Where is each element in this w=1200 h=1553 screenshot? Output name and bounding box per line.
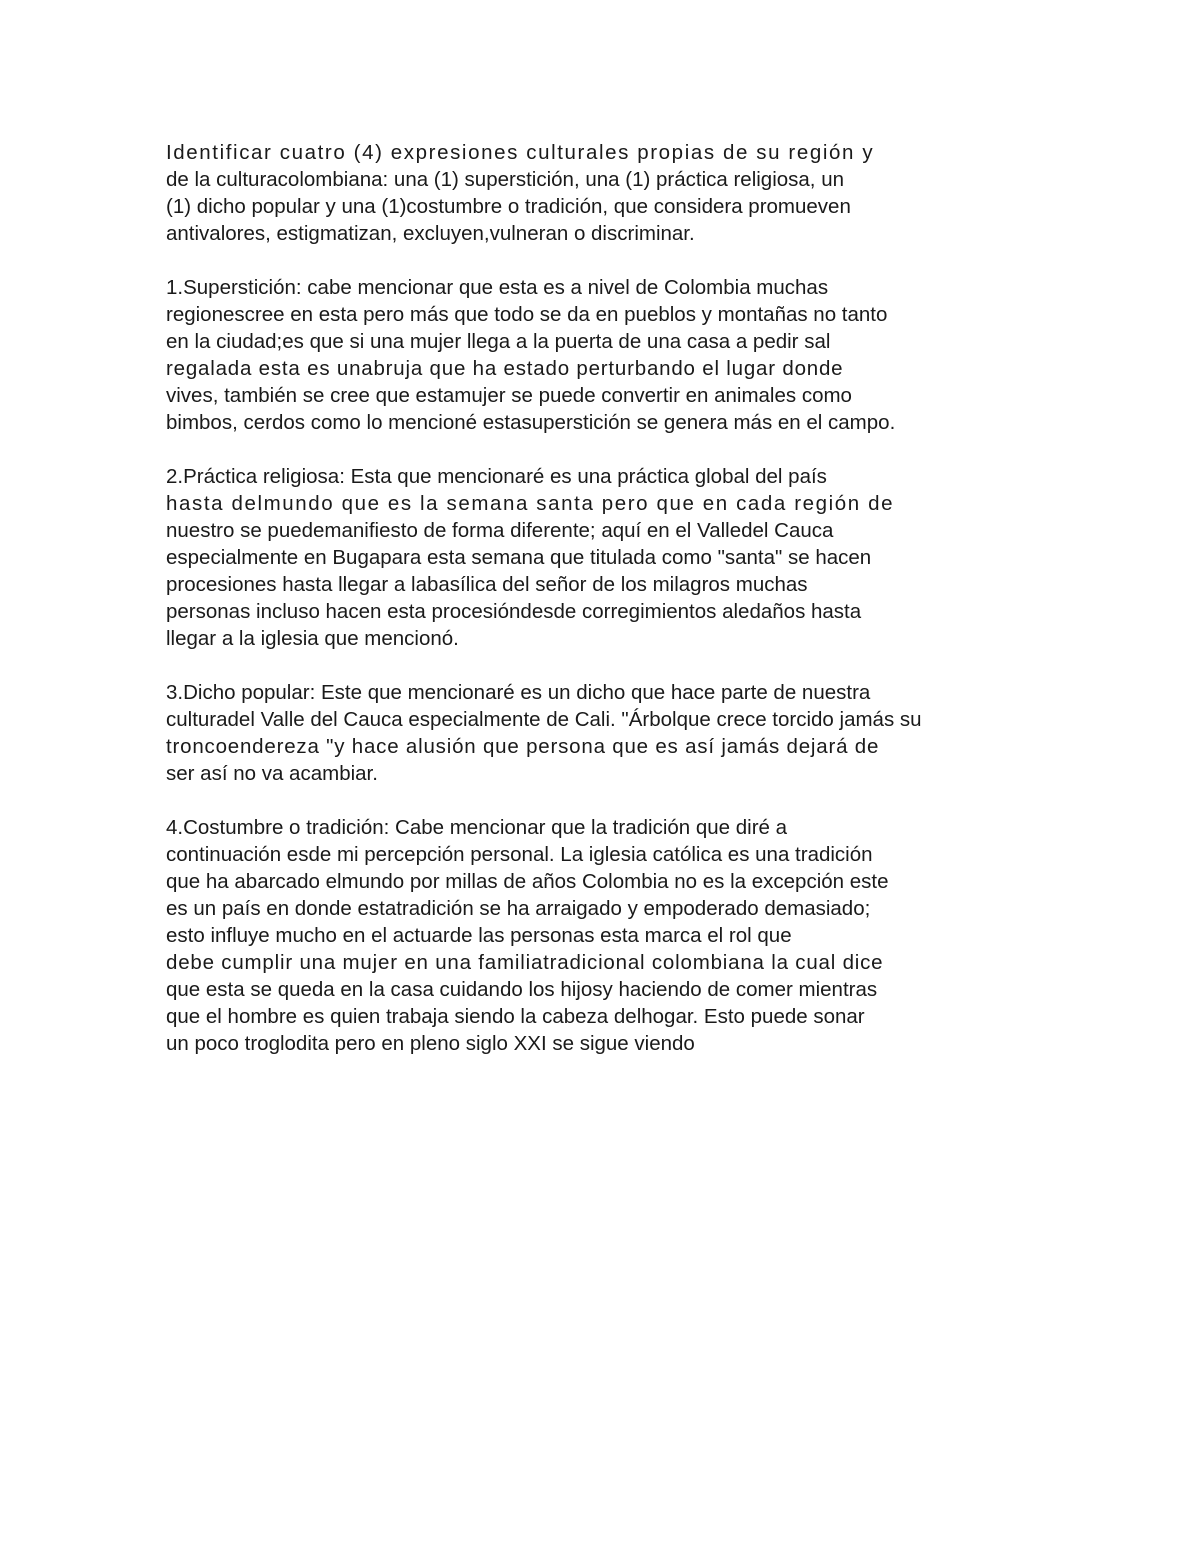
text-line: antivalores, estigmatizan, excluyen,vulneran o discriminar. xyxy=(166,222,695,245)
text-line: 1.Superstición: cabe mencionar que esta es a nivel de Colombia muchas xyxy=(166,276,829,299)
text-line: es un país en donde estatradición se ha arraigado y empoderado demasiado; xyxy=(166,897,871,920)
text-line: hasta delmundo que es la semana santa pero que en cada región de xyxy=(166,492,895,515)
text-line: que ha abarcado elmundo por millas de años Colombia no es la excepción este xyxy=(166,870,889,893)
text-line: vives, también se cree que estamujer se puede convertir en animales como xyxy=(166,384,852,407)
text-line: personas incluso hacen esta procesióndesde corregimientos aledaños hasta xyxy=(166,600,862,623)
text-line: en la ciudad;es que si una mujer llega a la puerta de una casa a pedir sal xyxy=(166,330,831,353)
text-line: nuestro se puedemanifiesto de forma diferente; aquí en el Valledel Cauca xyxy=(166,519,834,542)
text-line: que esta se queda en la casa cuidando los hijosy haciendo de comer mientras xyxy=(166,978,878,1001)
religious-practice-paragraph xyxy=(166,463,1036,652)
document-body xyxy=(166,139,1036,1084)
text-line: llegar a la iglesia que mencionó. xyxy=(166,627,459,650)
text-line: bimbos, cerdos como lo mencioné estasuperstición se genera más en el campo. xyxy=(166,411,896,434)
text-line: 4.Costumbre o tradición: Cabe mencionar que la tradición que diré a xyxy=(166,816,788,839)
text-line: continuación esde mi percepción personal. La iglesia católica es una tradición xyxy=(166,843,873,866)
tradition-paragraph xyxy=(166,814,1036,1057)
text-line: culturadel Valle del Cauca especialmente de Cali. "Árbolque crece torcido jamás su xyxy=(166,708,922,731)
text-line: procesiones hasta llegar a labasílica del señor de los milagros muchas xyxy=(166,573,808,596)
text-line: regionescree en esta pero más que todo se da en pueblos y montañas no tanto xyxy=(166,303,888,326)
text-line: (1) dicho popular y una (1)costumbre o tradición, que considera promueven xyxy=(166,195,851,218)
text-line: 3.Dicho popular: Este que mencionaré es un dicho que hace parte de nuestra xyxy=(166,681,871,704)
text-line: ser así no va acambiar. xyxy=(166,762,378,785)
text-line: especialmente en Bugapara esta semana que titulada como "santa" se hacen xyxy=(166,546,872,569)
text-line: troncoendereza "y hace alusión que persona que es así jamás dejará de xyxy=(166,735,880,758)
text-line: un poco troglodita pero en pleno siglo XXI se sigue viendo xyxy=(166,1032,695,1055)
text-line: debe cumplir una mujer en una familiatradicional colombiana la cual dice xyxy=(166,951,884,974)
text-line: 2.Práctica religiosa: Esta que mencionaré es una práctica global del país xyxy=(166,465,827,488)
text-line: que el hombre es quien trabaja siendo la cabeza delhogar. Esto puede sonar xyxy=(166,1005,865,1028)
superstition-paragraph xyxy=(166,274,1036,436)
text-line: esto influye mucho en el actuarde las personas esta marca el rol que xyxy=(166,924,792,947)
text-line: de la culturacolombiana: una (1) superstición, una (1) práctica religiosa, un xyxy=(166,168,845,191)
text-line: regalada esta es unabruja que ha estado perturbando el lugar donde xyxy=(166,357,844,380)
text-line: Identificar cuatro (4) expresiones culturales propias de su región y xyxy=(166,141,875,164)
intro-paragraph xyxy=(166,139,1036,247)
popular-saying-paragraph xyxy=(166,679,1036,787)
